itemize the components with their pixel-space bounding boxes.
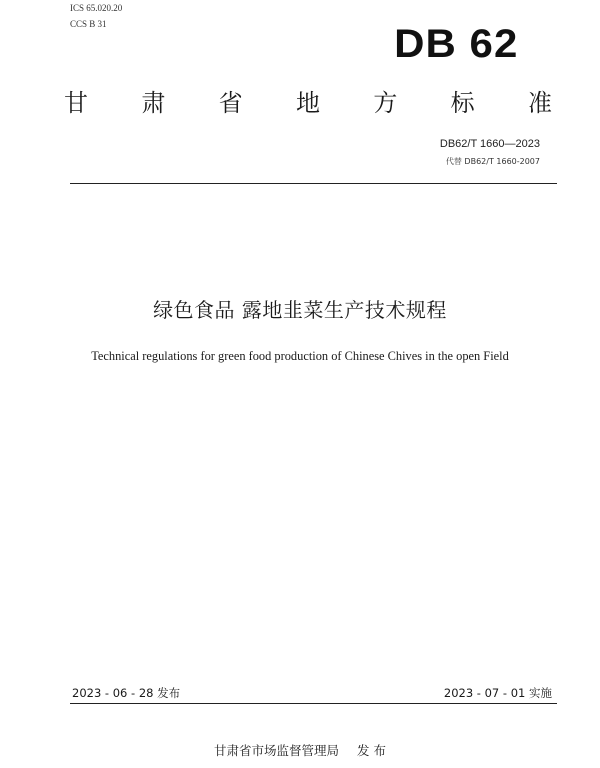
standard-type-char: 地 (295, 89, 320, 117)
publisher-name: 甘肃省市场监督管理局 (214, 743, 340, 758)
top-divider (70, 183, 557, 184)
standard-type-char: 甘 (64, 89, 88, 117)
ccs-code: CCS B 31 (70, 19, 107, 29)
standard-type-char: 准 (527, 89, 552, 117)
bottom-divider (70, 703, 557, 704)
standard-type-heading (64, 88, 552, 118)
publisher-line (0, 743, 600, 759)
standard-number: DB62/T 1660—2023 (439, 138, 540, 150)
standard-type-char: 标 (450, 89, 475, 117)
document-title-english: Technical regulations for green food production of Chinese Chives in the open Field (91, 349, 509, 363)
standard-type-char: 肃 (141, 89, 166, 117)
publish-action: 发 布 (357, 743, 386, 758)
implementation-date: 2023 - 07 - 01 实施 (443, 686, 552, 700)
issue-date: 2023 - 06 - 28 发布 (72, 686, 181, 700)
standard-type-char: 方 (373, 89, 398, 117)
classification-codes (70, 0, 122, 32)
replaces-note: 代替 DB62/T 1660-2007 (445, 157, 540, 166)
standard-type-char: 省 (218, 89, 243, 117)
ics-code: ICS 65.020.20 (70, 3, 123, 13)
standard-logo: DB 62 (393, 22, 518, 66)
document-title-chinese: 绿色食品 露地韭菜生产技术规程 (153, 298, 447, 322)
